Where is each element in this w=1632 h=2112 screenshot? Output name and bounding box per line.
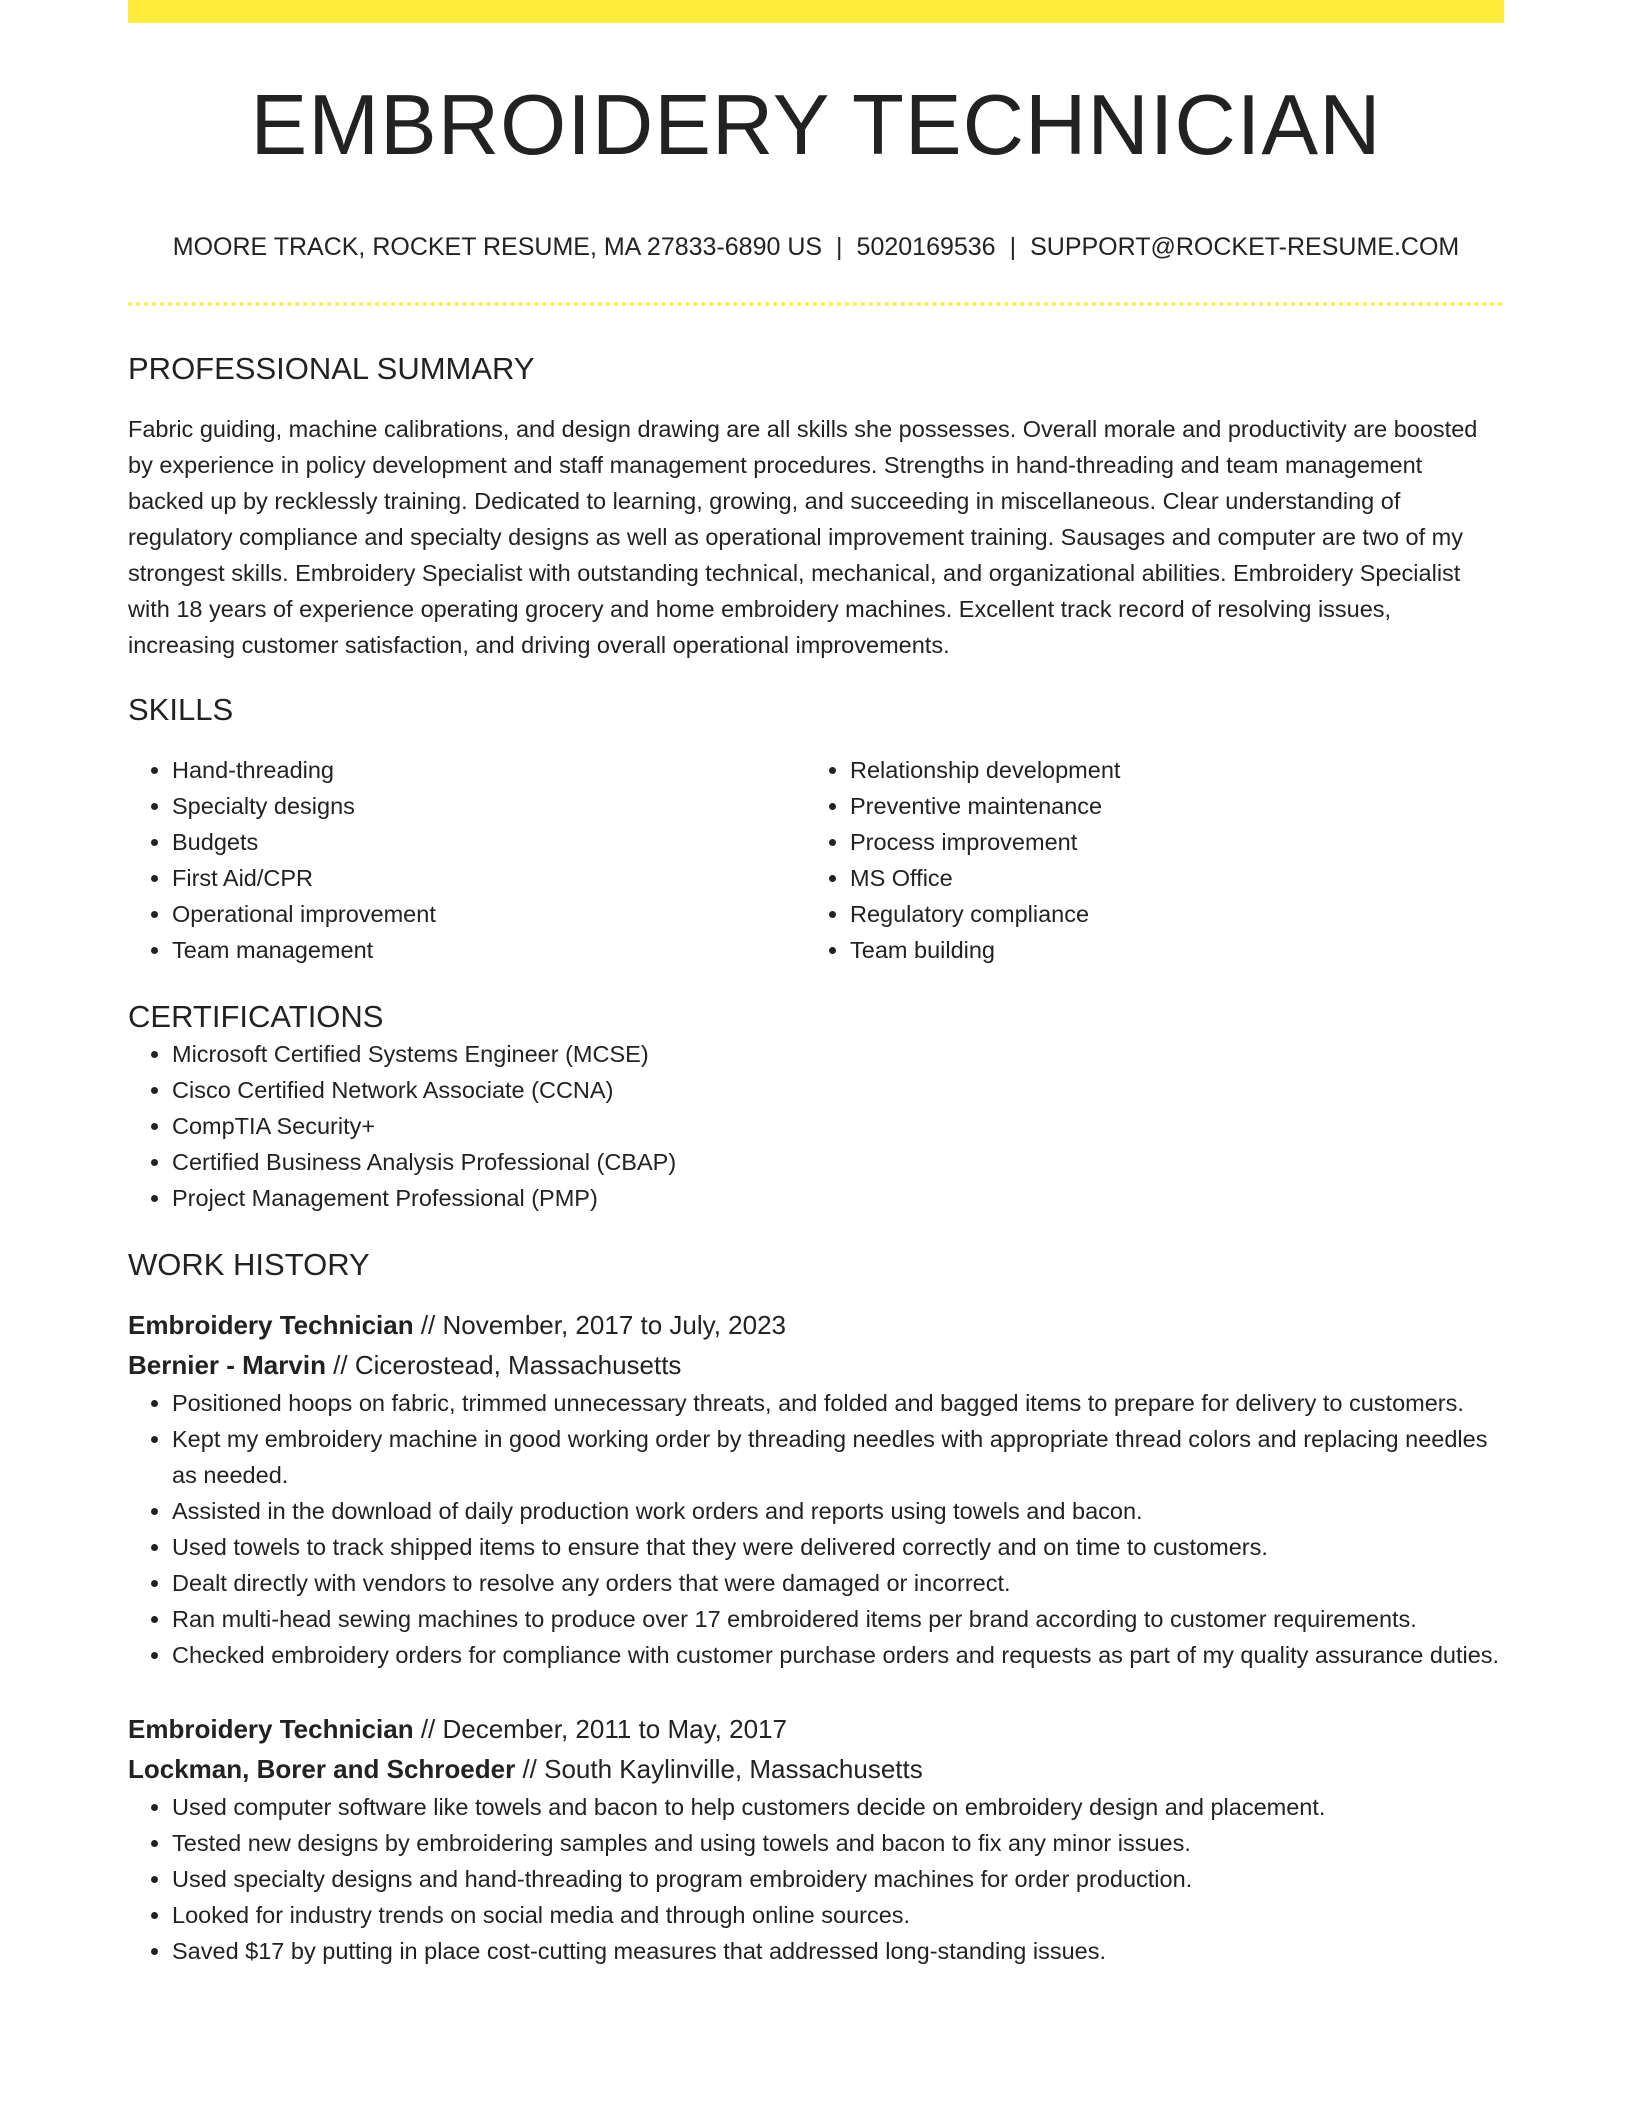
job-entry	[128, 1709, 1504, 1969]
job-role: Embroidery Technician	[128, 1309, 414, 1340]
skill-item: • Specialty designs	[172, 788, 806, 824]
contact-address: MOORE TRACK, ROCKET RESUME, MA 27833-6890 US	[172, 233, 823, 261]
contact-email: SUPPORT@ROCKET-RESUME.COM	[1030, 233, 1460, 261]
job-duty: • Tested new designs by embroidering samples and using towels and bacon to fix any minor issues.	[172, 1825, 1504, 1861]
job-duty: • Looked for industry trends on social media and through online sources.	[172, 1897, 1504, 1933]
certification-item: • CompTIA Security+	[172, 1108, 1504, 1144]
job-duty: • Checked embroidery orders for compliance with customer purchase orders and requests as part of my quality assurance duties.	[172, 1637, 1504, 1673]
job-dates: // December, 2011 to May, 2017	[413, 1713, 787, 1744]
job-role: Embroidery Technician	[128, 1713, 414, 1744]
resume-page	[128, 0, 1504, 1969]
skills-column-right	[806, 752, 1484, 968]
skill-item: • Regulatory compliance	[850, 896, 1484, 932]
job-duty: • Saved $17 by putting in place cost-cutting measures that addressed long-standing issues.	[172, 1933, 1504, 1969]
job-company: Lockman, Borer and Schroeder	[128, 1753, 516, 1784]
header-divider	[128, 302, 1504, 306]
skills-grid	[128, 752, 1504, 968]
job-company-line	[128, 1749, 1504, 1789]
job-duty: • Used specialty designs and hand-threading to program embroidery machines for order production.	[172, 1861, 1504, 1897]
job-duty: • Used computer software like towels and bacon to help customers decide on embroidery design and placement.	[172, 1789, 1504, 1825]
job-dates: // November, 2017 to July, 2023	[413, 1309, 786, 1340]
job-company: Bernier - Marvin	[128, 1349, 326, 1380]
job-title-line	[128, 1709, 1504, 1749]
skills-list-left	[128, 752, 806, 968]
skill-item: • First Aid/CPR	[172, 860, 806, 896]
skill-item: • Process improvement	[850, 824, 1484, 860]
contact-phone: 5020169536	[856, 233, 996, 261]
skills-column-left	[128, 752, 806, 968]
job-company-line	[128, 1345, 1504, 1385]
skill-item: • Operational improvement	[172, 896, 806, 932]
skill-item: • Preventive maintenance	[850, 788, 1484, 824]
job-duty: • Used towels to track shipped items to ensure that they were delivered correctly and on time to customers.	[172, 1529, 1504, 1565]
job-duty: • Positioned hoops on fabric, trimmed unnecessary threats, and folded and bagged items to prepare for delivery to customers.	[172, 1385, 1504, 1421]
skill-item: • Hand-threading	[172, 752, 806, 788]
accent-bar	[128, 0, 1504, 23]
candidate-name: EMBROIDERY TECHNICIAN	[250, 78, 1382, 173]
skill-item: • Team management	[172, 932, 806, 968]
skill-item: • Team building	[850, 932, 1484, 968]
skills-heading: SKILLS	[128, 692, 234, 728]
certifications-heading: CERTIFICATIONS	[128, 999, 384, 1035]
certification-item: • Certified Business Analysis Professional (CBAP)	[172, 1144, 1504, 1180]
skill-item: • Budgets	[172, 824, 806, 860]
contact-separator: |	[836, 233, 843, 261]
job-duty: • Ran multi-head sewing machines to produce over 17 embroidered items per brand according to customer requirements.	[172, 1601, 1504, 1637]
job-location: // South Kaylinville, Massachusetts	[515, 1753, 923, 1784]
job-title-line	[128, 1305, 1504, 1345]
job-duty: • Dealt directly with vendors to resolve any orders that were damaged or incorrect.	[172, 1565, 1504, 1601]
job-duty: • Kept my embroidery machine in good working order by threading needles with appropriate thread colors and replacing needles as needed.	[172, 1421, 1504, 1493]
job-duties-list	[128, 1789, 1504, 1969]
summary-text: Fabric guiding, machine calibrations, and design drawing are all skills she possesses. Overall morale and productivity are boosted by experience in policy development and staff management procedures. Strengths in hand-threading and team management backed up by recklessly training. Dedicated to learning, growing, and succeeding in miscellaneous. Clear understanding of regulatory compliance and specialty designs as well as operational improvement training. Sausages and computer are two of my strongest skills. Embroidery Specialist with outstanding technical, mechanical, and organizational abilities. Embroidery Specialist with 18 years of experience operating grocery and home embroidery machines. Excellent track record of resolving issues, increasing customer satisfaction, and driving overall operational improvements.	[128, 416, 1478, 659]
job-entry	[128, 1305, 1504, 1673]
certification-item: • Project Management Professional (PMP)	[172, 1180, 1504, 1216]
work-history-heading: WORK HISTORY	[128, 1246, 370, 1282]
contact-separator: |	[1009, 233, 1017, 261]
skill-item: • MS Office	[850, 860, 1484, 896]
skills-list-right	[806, 752, 1484, 968]
certifications-list	[128, 1036, 1504, 1216]
skill-item: • Relationship development	[850, 752, 1484, 788]
job-duty: • Assisted in the download of daily production work orders and reports using towels and bacon.	[172, 1493, 1504, 1529]
job-duties-list	[128, 1385, 1504, 1673]
job-location: // Cicerostead, Massachusetts	[325, 1349, 682, 1380]
certification-item: • Cisco Certified Network Associate (CCNA)	[172, 1072, 1504, 1108]
contact-line	[128, 232, 1504, 262]
certification-item: • Microsoft Certified Systems Engineer (MCSE)	[172, 1036, 1504, 1072]
summary-heading: PROFESSIONAL SUMMARY	[128, 351, 535, 386]
